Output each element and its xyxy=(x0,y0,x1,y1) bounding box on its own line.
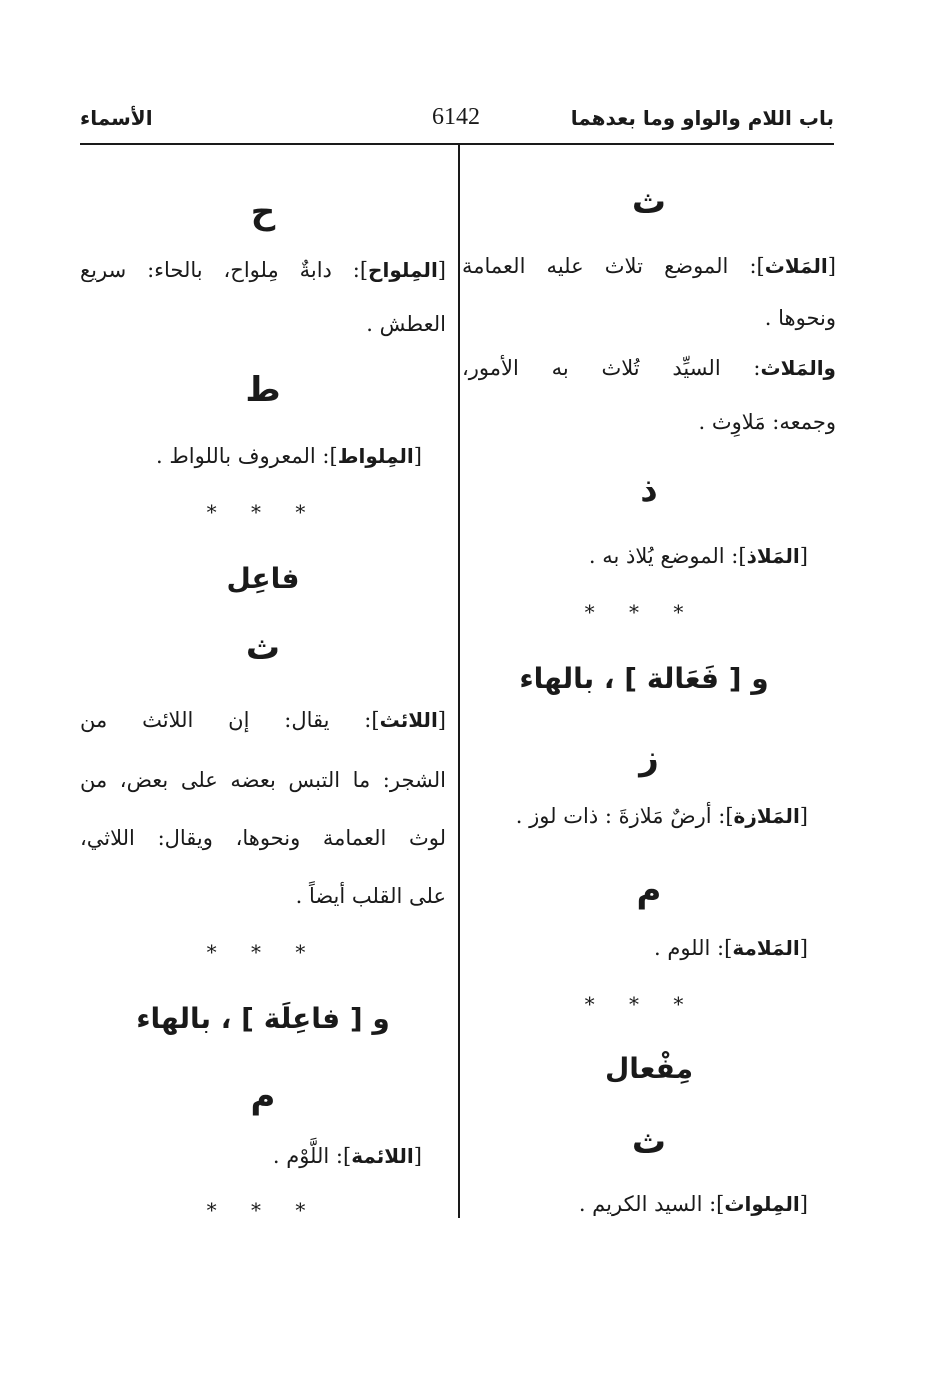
definition: : دابةٌ مِلواح، بالحاء: سريع xyxy=(80,258,360,282)
letter-heading: ط xyxy=(245,370,281,410)
separator-stars: * * * xyxy=(206,500,320,524)
entry-line: [المَلامة]: اللوم . xyxy=(653,936,808,960)
entry-line: لوث العمامة ونحوها، ويقال: اللاثي، xyxy=(80,826,446,850)
entry-line: على القلب أيضاً . xyxy=(295,884,446,908)
letter-heading: ث xyxy=(245,628,281,668)
section-title: باب اللام والواو وما بعدهما xyxy=(570,106,834,130)
headword: المَلاث xyxy=(764,254,828,278)
headword: المَلامة xyxy=(732,936,800,960)
entry-line: [المَلازة]: أرضٌ مَلازةَ : ذات لوز . xyxy=(515,804,808,828)
headword: اللائث xyxy=(379,708,438,732)
definition: : الموضع تلاث عليه العمامة xyxy=(462,254,757,278)
definition: : يقال: إن اللائث من xyxy=(80,708,372,732)
letter-heading: م xyxy=(636,870,662,910)
pattern-heading: مِفْعال xyxy=(604,1052,694,1085)
page-number: 6142 xyxy=(432,104,480,130)
definition: : السيد الكريم . xyxy=(578,1192,717,1216)
headword: المِلواث xyxy=(724,1192,800,1216)
separator-stars: * * * xyxy=(206,940,320,964)
letter-heading: م xyxy=(250,1076,276,1116)
letter-heading: ز xyxy=(639,738,659,778)
entry-line: ونحوها . xyxy=(764,306,836,330)
letter-heading: ح xyxy=(250,192,276,232)
separator-stars: * * * xyxy=(584,992,698,1016)
entry-line: [المِلواث]: السيد الكريم . xyxy=(578,1192,808,1216)
entry-line: [اللائث]: يقال: إن اللائث من xyxy=(80,708,446,732)
definition: : المعروف باللواط . xyxy=(156,444,330,468)
headword: والمَلاث xyxy=(760,356,836,380)
definition: : أرضٌ مَلازةَ : ذات لوز . xyxy=(515,804,726,828)
entry-line: [المِلواط]: المعروف باللواط . xyxy=(156,444,422,468)
definition: : الموضع يُلاذ به . xyxy=(588,544,739,568)
entry-line: الشجر: ما التبس بعضه على بعض، من xyxy=(80,768,446,792)
entry-line: [المَلاذ]: الموضع يُلاذ به . xyxy=(588,544,808,568)
definition: : اللوم . xyxy=(653,936,725,960)
page-header xyxy=(80,100,834,140)
entry-line: العطش . xyxy=(366,312,446,336)
entry-line: [المَلاث]: الموضع تلاث عليه العمامة xyxy=(462,254,836,278)
separator-stars: * * * xyxy=(584,600,698,624)
letter-heading: ذ xyxy=(640,470,658,510)
entry-line: وجمعه: مَلاوِث . xyxy=(698,410,836,434)
pattern-heading: و [ فَعَالة ] ، بالهاء xyxy=(519,662,769,695)
headword: المِلواح xyxy=(368,258,438,282)
definition: : السيِّد تُلاث به الأمور، xyxy=(462,356,761,380)
category-label: الأسماء xyxy=(80,106,153,130)
entry-line: [المِلواح]: دابةٌ مِلواح، بالحاء: سريع xyxy=(80,258,446,282)
headword: اللائمة xyxy=(351,1144,414,1168)
headword: المِلواط xyxy=(337,444,414,468)
letter-heading: ث xyxy=(631,1122,667,1162)
definition: : اللَّوْم . xyxy=(272,1144,343,1168)
separator-stars: * * * xyxy=(206,1198,320,1222)
headword: المَلازة xyxy=(733,804,800,828)
entry-line xyxy=(462,356,836,380)
entry-line: [اللائمة]: اللَّوْم . xyxy=(272,1144,422,1168)
header-rule xyxy=(80,143,834,145)
headword: المَلاذ xyxy=(746,544,800,568)
pattern-heading: فاعِل xyxy=(226,562,300,595)
pattern-heading: و [ فاعِلَة ] ، بالهاء xyxy=(136,1002,390,1035)
letter-heading: ث xyxy=(631,182,667,222)
